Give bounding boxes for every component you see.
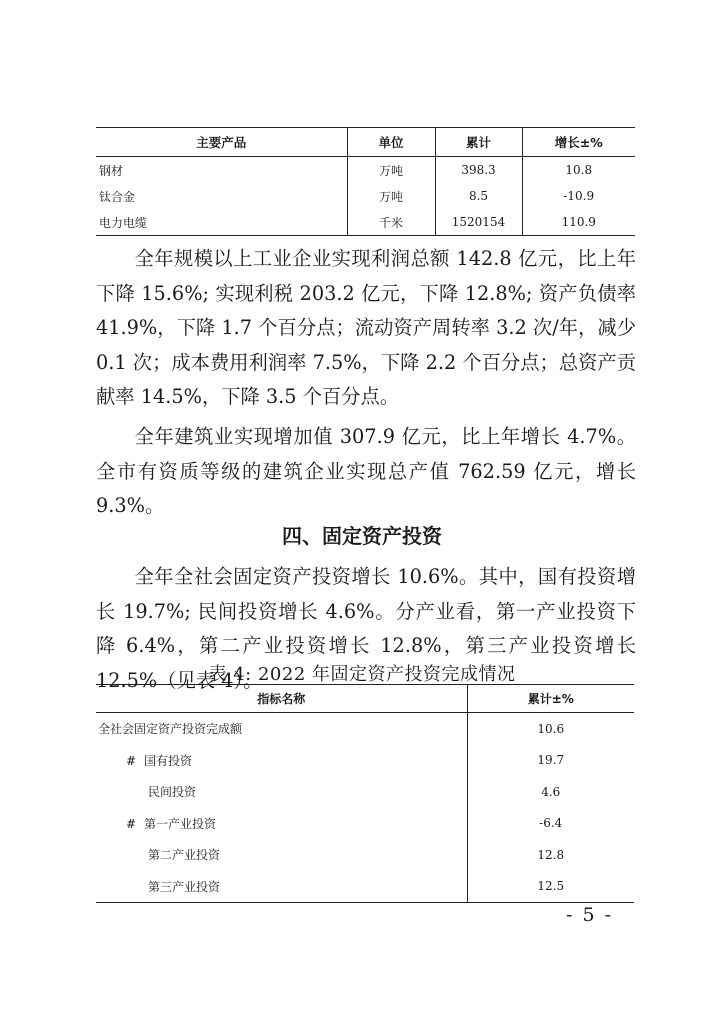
- indicator-name: [96, 713, 467, 745]
- indicator-name: [96, 745, 467, 777]
- product-growth: 10.8: [522, 157, 635, 184]
- product-total: 1520154: [435, 209, 522, 236]
- indicator-value: 10.6: [467, 713, 634, 745]
- indicator-value: 12.5: [467, 871, 634, 903]
- indicator-label: 全社会固定资产投资完成额: [98, 722, 243, 737]
- investment-paragraph: 全年全社会固定资产投资增长 10.6%。其中，国有投资增长 19.7%; 民间投资增长 4.6%。分产业看，第一产业投资下降 6.4%，第二产业投资增长 12.8%，第三产业投资增长 12.5%（见表 4）。: [96, 565, 636, 692]
- table-row: [96, 808, 634, 840]
- table-row: [96, 839, 634, 871]
- product-total: 398.3: [435, 157, 522, 184]
- table-row: [96, 209, 635, 236]
- header-indicator: 指标名称: [96, 685, 467, 713]
- header-cumulative: 累计±%: [467, 685, 634, 713]
- header-total: 累计: [435, 128, 522, 157]
- table-row: [96, 871, 634, 903]
- investment-table-header: [96, 685, 634, 713]
- indicator-name: [96, 839, 467, 871]
- header-product: 主要产品: [96, 128, 347, 157]
- hash-mark: #: [126, 753, 137, 768]
- products-table-header: [96, 128, 635, 157]
- product-total: 8.5: [435, 183, 522, 209]
- indicator-label: 民间投资: [148, 785, 197, 800]
- product-name: 钢材: [99, 163, 124, 178]
- profit-paragraph: 全年规模以上工业企业实现利润总额 142.8 亿元，比上年下降 15.6%; 实现利税 203.2 亿元，下降 12.8%; 资产负债率 41.9%，下降 1.7 个百分点；流动资产周转率 3.2 次/年，减少 0.1 次；成本费用利润率 7.5%，下降 2.2 个百分点；总资产贡献率 14.5%，下降 3.5 个百分点。: [96, 247, 636, 408]
- indicator-value: -6.4: [467, 808, 634, 840]
- construction-paragraph: 全年建筑业实现增加值 307.9 亿元，比上年增长 4.7%。全市有资质等级的建筑企业实现总产值 762.59 亿元，增长 9.3%。: [96, 425, 636, 517]
- product-unit: 万吨: [347, 157, 435, 184]
- indicator-label: 国有投资: [144, 753, 193, 768]
- indicator-label: 第二产业投资: [148, 848, 221, 863]
- indicator-name: [96, 871, 467, 903]
- product-name: 钛合金: [99, 189, 136, 204]
- hash-mark: #: [126, 816, 137, 831]
- investment-table: [96, 684, 634, 903]
- table-row: [96, 776, 634, 808]
- table4-caption: 表 4: 2022 年固定资产投资完成情况: [208, 664, 516, 685]
- product-name: 电力电缆: [96, 209, 347, 236]
- product-unit: 万吨: [347, 183, 435, 209]
- header-unit: 单位: [347, 128, 435, 157]
- product-unit: 千米: [347, 209, 435, 236]
- product-growth: -10.9: [522, 183, 635, 209]
- table-row: [96, 745, 634, 777]
- header-growth: 增长±%: [522, 128, 635, 157]
- indicator-value: 4.6: [467, 776, 634, 808]
- indicator-label: 第一产业投资: [144, 816, 217, 831]
- table-row: [96, 183, 635, 209]
- page-number: - 5 -: [566, 904, 614, 926]
- indicator-name: [96, 808, 467, 840]
- indicator-label: 第三产业投资: [148, 879, 221, 894]
- table-row: [96, 157, 635, 184]
- products-table: [96, 127, 635, 236]
- indicator-value: 12.8: [467, 839, 634, 871]
- table-row: [96, 713, 634, 745]
- indicator-name: [96, 776, 467, 808]
- indicator-value: 19.7: [467, 745, 634, 777]
- section-heading: 四、固定资产投资: [282, 524, 442, 548]
- product-growth: 110.9: [522, 209, 635, 236]
